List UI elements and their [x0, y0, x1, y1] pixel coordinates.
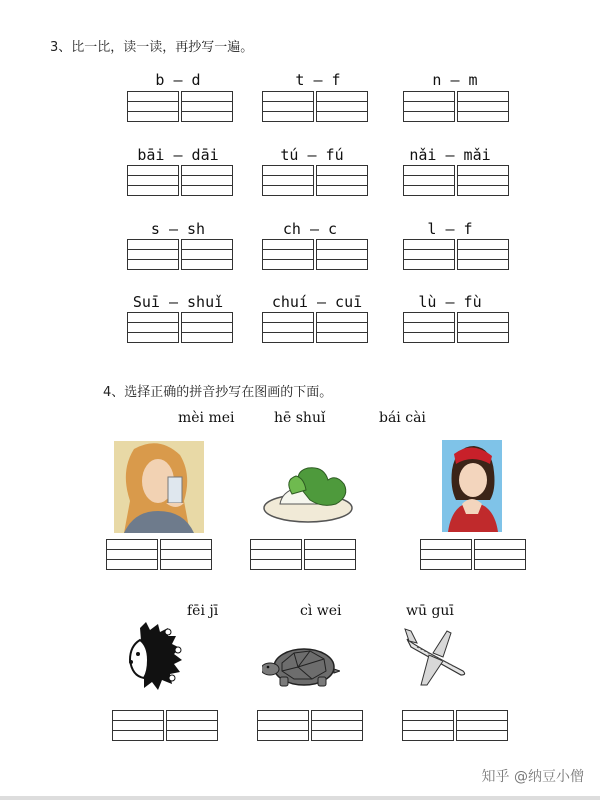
writing-cell[interactable]: [181, 239, 233, 270]
writing-cell[interactable]: [316, 312, 368, 343]
hedgehog-icon: [126, 620, 184, 694]
writing-cell[interactable]: [262, 91, 314, 122]
writing-cell[interactable]: [112, 710, 164, 741]
writing-grid[interactable]: [402, 710, 510, 741]
writing-cell[interactable]: [262, 165, 314, 196]
writing-cell[interactable]: [457, 91, 509, 122]
writing-grid[interactable]: [403, 312, 511, 343]
section4-title: 4、选择正确的拼音抄写在图画的下面。: [103, 385, 333, 400]
girl-portrait-icon: [442, 440, 502, 532]
pair-label: Suī — shuǐ: [132, 293, 224, 311]
writing-grid[interactable]: [127, 91, 235, 122]
pair-label: s — sh: [150, 220, 206, 238]
writing-grid[interactable]: [262, 239, 370, 270]
airplane-icon: [403, 627, 469, 689]
writing-cell[interactable]: [181, 165, 233, 196]
cabbage-icon: [262, 464, 354, 524]
writing-cell[interactable]: [181, 91, 233, 122]
pair-label: ch — c: [282, 220, 338, 238]
pair-label: t — f: [295, 71, 341, 89]
writing-cell[interactable]: [403, 312, 455, 343]
writing-cell[interactable]: [127, 312, 179, 343]
watermark: 知乎 @纳豆小僧: [481, 769, 584, 785]
writing-grid[interactable]: [250, 539, 358, 570]
writing-cell[interactable]: [403, 239, 455, 270]
writing-cell[interactable]: [456, 710, 508, 741]
writing-grid[interactable]: [257, 710, 365, 741]
writing-grid[interactable]: [262, 312, 370, 343]
writing-cell[interactable]: [127, 239, 179, 270]
pinyin-option: hē shuǐ: [274, 410, 326, 426]
writing-grid[interactable]: [420, 539, 528, 570]
writing-grid[interactable]: [106, 539, 214, 570]
turtle-icon: [262, 641, 340, 689]
writing-cell[interactable]: [127, 165, 179, 196]
pair-label: nǎi — mǎi: [409, 146, 491, 164]
writing-cell[interactable]: [402, 710, 454, 741]
writing-cell[interactable]: [316, 91, 368, 122]
writing-cell[interactable]: [316, 165, 368, 196]
writing-cell[interactable]: [160, 539, 212, 570]
writing-grid[interactable]: [403, 91, 511, 122]
pair-label: chuí — cuī: [271, 293, 363, 311]
section3-title: 3、比一比，读一读，再抄写一遍。: [50, 40, 254, 55]
writing-grid[interactable]: [127, 239, 235, 270]
pinyin-option: bái cài: [379, 410, 426, 426]
writing-cell[interactable]: [181, 312, 233, 343]
writing-cell[interactable]: [127, 91, 179, 122]
writing-cell[interactable]: [420, 539, 472, 570]
writing-cell[interactable]: [304, 539, 356, 570]
writing-cell[interactable]: [457, 239, 509, 270]
woman-drinking-icon: [114, 441, 204, 533]
writing-cell[interactable]: [403, 91, 455, 122]
pair-label: b — d: [155, 71, 201, 89]
pinyin-option: fēi jī: [187, 603, 219, 619]
writing-grid[interactable]: [127, 312, 235, 343]
writing-grid[interactable]: [403, 239, 511, 270]
writing-cell[interactable]: [457, 165, 509, 196]
writing-cell[interactable]: [311, 710, 363, 741]
pinyin-option: cì wei: [300, 603, 342, 619]
writing-cell[interactable]: [257, 710, 309, 741]
writing-grid[interactable]: [262, 91, 370, 122]
pair-label: tú — fú: [280, 146, 344, 164]
writing-grid[interactable]: [403, 165, 511, 196]
writing-cell[interactable]: [250, 539, 302, 570]
pinyin-option: wū guī: [406, 603, 454, 619]
writing-grid[interactable]: [262, 165, 370, 196]
writing-grid[interactable]: [127, 165, 235, 196]
pinyin-option: mèi mei: [178, 410, 235, 426]
footer-bar: [0, 796, 600, 800]
writing-cell[interactable]: [403, 165, 455, 196]
writing-cell[interactable]: [262, 239, 314, 270]
writing-grid[interactable]: [112, 710, 220, 741]
writing-cell[interactable]: [316, 239, 368, 270]
pair-label: n — m: [432, 71, 478, 89]
writing-cell[interactable]: [166, 710, 218, 741]
writing-cell[interactable]: [457, 312, 509, 343]
writing-cell[interactable]: [106, 539, 158, 570]
pair-label: lù — fù: [418, 293, 482, 311]
pair-label: bāi — dāi: [137, 146, 219, 164]
pair-label: l — f: [427, 220, 473, 238]
writing-cell[interactable]: [474, 539, 526, 570]
writing-cell[interactable]: [262, 312, 314, 343]
